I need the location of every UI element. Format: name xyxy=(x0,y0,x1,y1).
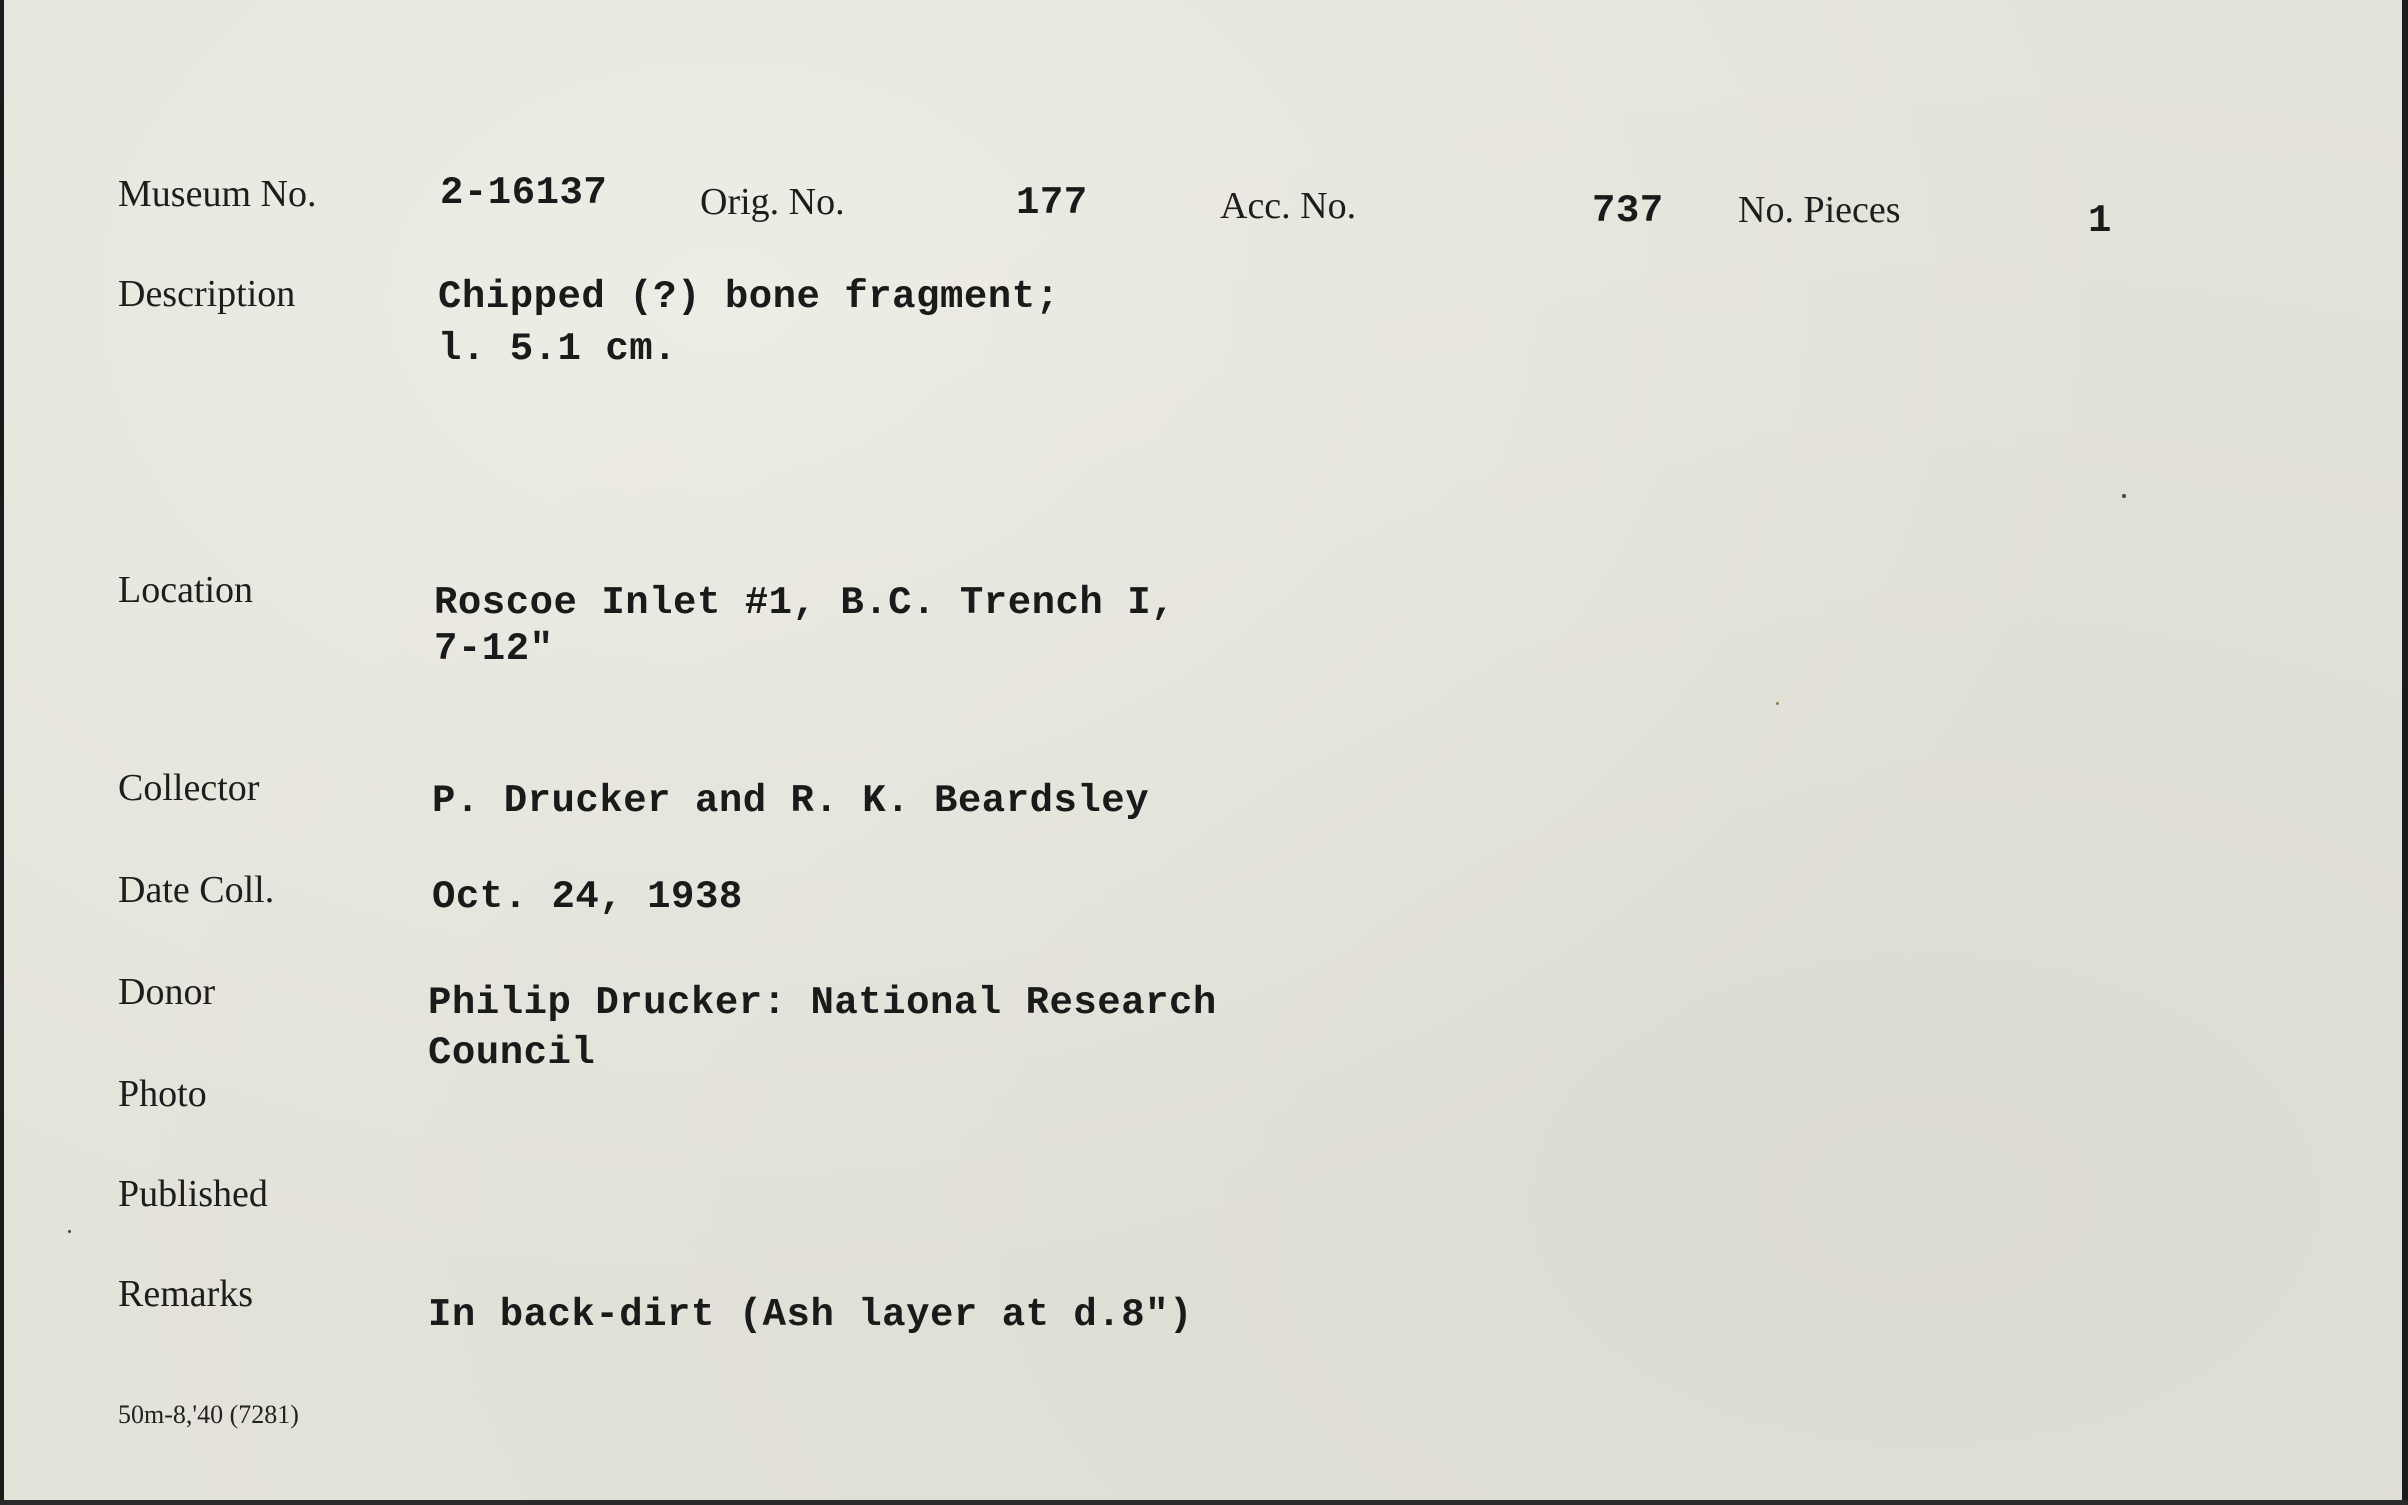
form-code: 50m-8,'40 (7281) xyxy=(118,1400,299,1429)
paper-speck xyxy=(2122,494,2126,498)
date-coll-label: Date Coll. xyxy=(118,869,275,911)
card-bottom-edge xyxy=(0,1500,2408,1505)
description-line-1: Chipped (?) bone fragment; xyxy=(438,275,1060,319)
description-line-2: l. 5.1 cm. xyxy=(438,327,678,371)
orig-no-label: Orig. No. xyxy=(700,181,845,223)
card-edge-shadow xyxy=(2402,0,2408,1505)
catalog-card xyxy=(4,0,2404,1500)
remarks-label: Remarks xyxy=(118,1273,254,1315)
published-label: Published xyxy=(118,1173,268,1215)
donor-label: Donor xyxy=(118,971,216,1013)
collector-value: P. Drucker and R. K. Beardsley xyxy=(432,779,1150,823)
orig-no-value: 177 xyxy=(1016,181,1088,225)
paper-speck xyxy=(68,1230,71,1233)
paper-speck xyxy=(1776,702,1779,705)
location-label: Location xyxy=(118,569,254,611)
acc-no-value: 737 xyxy=(1592,189,1664,233)
photo-label: Photo xyxy=(118,1073,207,1115)
no-pieces-label: No. Pieces xyxy=(1738,189,1901,231)
no-pieces-value: 1 xyxy=(2088,199,2112,243)
remarks-value: In back-dirt (Ash layer at d.8") xyxy=(428,1293,1193,1337)
donor-line-2: Council xyxy=(428,1031,596,1075)
location-line-1: Roscoe Inlet #1, B.C. Trench I, xyxy=(434,581,1176,625)
acc-no-label: Acc. No. xyxy=(1220,185,1357,227)
description-label: Description xyxy=(118,273,296,315)
date-coll-value: Oct. 24, 1938 xyxy=(432,875,743,919)
museum-no-label: Museum No. xyxy=(118,173,317,215)
museum-no-value: 2-16137 xyxy=(440,171,608,215)
location-line-2: 7-12" xyxy=(434,627,554,671)
donor-line-1: Philip Drucker: National Research xyxy=(428,981,1217,1025)
collector-label: Collector xyxy=(118,767,260,809)
